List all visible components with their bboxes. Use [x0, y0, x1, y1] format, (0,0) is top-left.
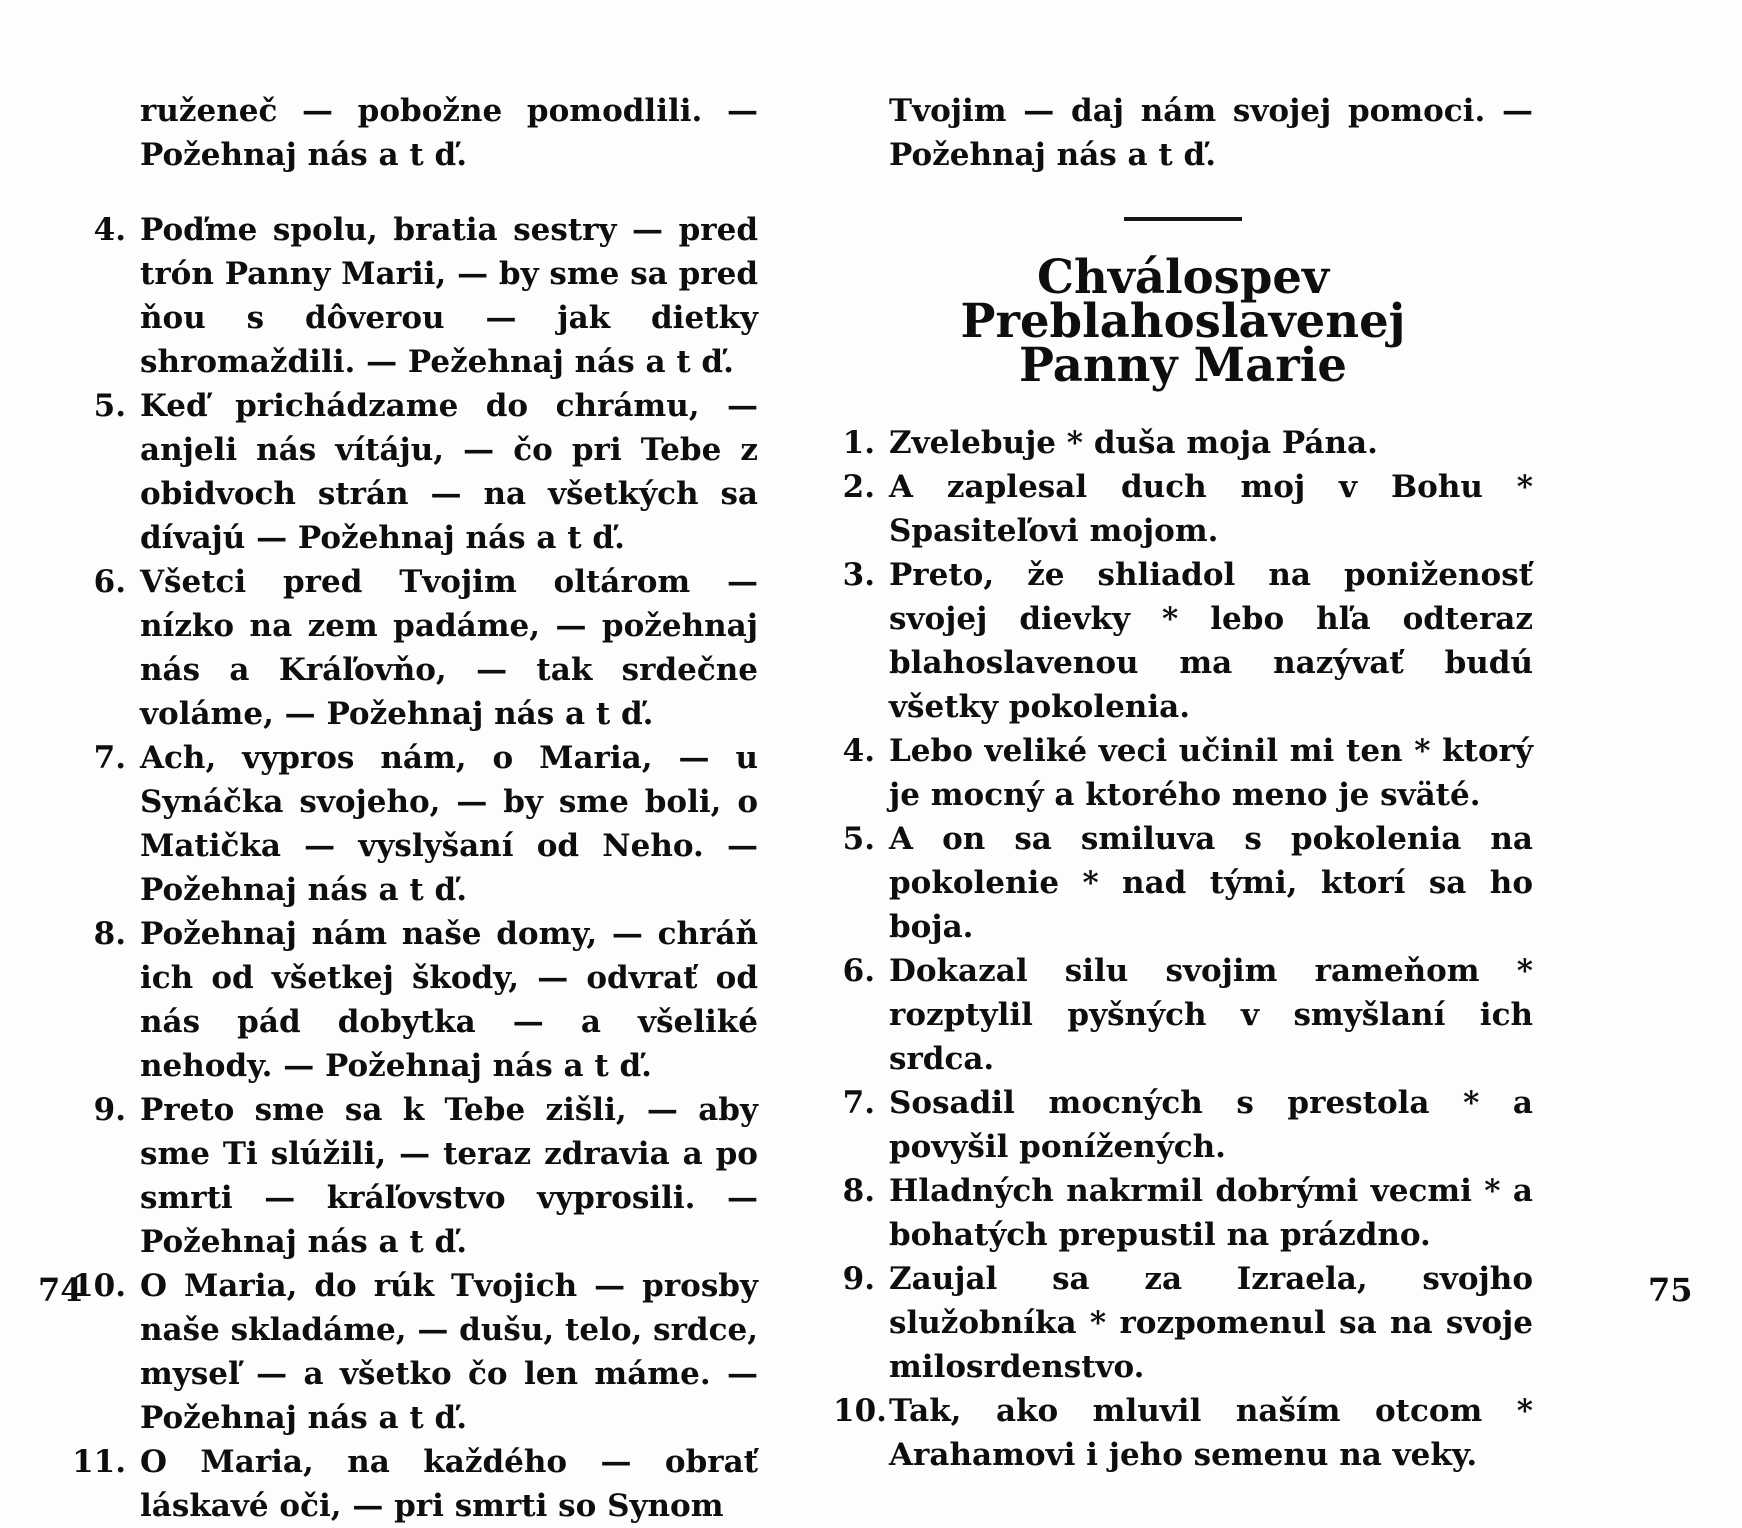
- canticle-verse: [833, 553, 1533, 729]
- verse-text: Sosadil mocných s prestola * a povyšil ponížených.: [889, 1085, 1533, 1165]
- verse-number: 1.: [842, 425, 875, 461]
- verse-text: Hladných nakrmil dobrými vecmi * a bohatých prepustil na prázdno.: [889, 1173, 1533, 1253]
- verse-text: A zaplesal duch moj v Bohu * Spasiteľovi mojom.: [889, 469, 1533, 549]
- canticle-verse: [833, 1257, 1533, 1389]
- heading-line-2: Panny Marie: [1018, 337, 1348, 392]
- page-number-right: 75: [1648, 1271, 1693, 1309]
- verse-text: Zvelebuje * duša moja Pána.: [889, 425, 1378, 461]
- verse-number: 5.: [93, 388, 126, 424]
- verse-text: Tak, ako mluvil naším otcom * Arahamovi i jeho semenu na veky.: [889, 1393, 1533, 1473]
- hymn-verse: [58, 1088, 758, 1264]
- verse-text: Zaujal sa za Izraela, svojho služobníka * rozpomenul sa na svoje milosrdenstvo.: [889, 1261, 1533, 1385]
- verse-text: Dokazal silu svojim rameňom * rozptylil pyšných v smyšlaní ich srdca.: [889, 953, 1533, 1077]
- verse-text: O Maria, do rúk Tvojich — prosby naše skladáme, — dušu, telo, srdce, myseľ — a všetko čo len máme. — Požehnaj nás a t ď.: [140, 1268, 758, 1436]
- canticle-verse: [833, 729, 1533, 817]
- verse-text: Všetci pred Tvojim oltárom — nízko na zem padáme, — požehnaj nás a Kráľovňo, — tak srdečne voláme, — Požehnaj nás a t ď.: [140, 564, 758, 732]
- verse-number: 4.: [842, 733, 875, 769]
- verse-text: Preto sme sa k Tebe zišli, — aby sme Ti slúžili, — teraz zdravia a po smrti — kráľovstvo vyprosili. — Požehnaj nás a t ď.: [140, 1092, 758, 1260]
- hymn-verse: [58, 1440, 758, 1528]
- section-divider: [1124, 217, 1242, 221]
- verse-number: 4.: [93, 212, 126, 248]
- verse-number: 10.: [72, 1268, 126, 1304]
- verse-number: 8.: [93, 916, 126, 952]
- verse-text: Poďme spolu, bratia sestry — pred trón Panny Marii, — by sme sa pred ňou s dôverou — jak dietky shromaždili. — Pežehnaj nás a t ď.: [140, 212, 758, 380]
- canticle-verse: [833, 1169, 1533, 1257]
- canticle-verse: [833, 465, 1533, 553]
- verse-number: 5.: [842, 821, 875, 857]
- verse-number: 6.: [93, 564, 126, 600]
- verse-number: 9.: [842, 1261, 875, 1297]
- hymn-verse: [58, 736, 758, 912]
- canticle-verse: [833, 421, 1533, 465]
- canticle-verse: [833, 949, 1533, 1081]
- verse-text: Požehnaj nám naše domy, — chráň ich od všetkej škody, — odvrať od nás pád dobytka — a všeliké nehody. — Požehnaj nás a t ď.: [140, 916, 758, 1084]
- verse-text: Keď prichádzame do chrámu, — anjeli nás vítáju, — čo pri Tebe z obidvoch strán — na všetkých sa dívajú — Požehnaj nás a t ď.: [140, 388, 758, 556]
- verse-number: 7.: [842, 1085, 875, 1121]
- verse-text: A on sa smiluva s pokolenia na pokolenie * nad tými, ktorí sa ho boja.: [889, 821, 1533, 945]
- hymn-verse: [58, 560, 758, 736]
- verse-text: Preto, že shliadol na poniženosť svojej dievky * lebo hľa odteraz blahoslavenou ma nazývať budú všetky pokolenia.: [889, 557, 1533, 725]
- verse-text: O Maria, na každého — obrať láskavé oči, — pri smrti so Synom: [140, 1444, 758, 1524]
- verse-number: 8.: [842, 1173, 875, 1209]
- verse-number: 6.: [842, 953, 875, 989]
- verse-number: 3.: [842, 557, 875, 593]
- hymn-verse: [58, 912, 758, 1088]
- hymn-verse: [58, 1264, 758, 1440]
- section-heading: [833, 249, 1533, 392]
- canticle-verse: [833, 1081, 1533, 1169]
- verse-number: 9.: [93, 1092, 126, 1128]
- verse-continuation: ruženeč — pobožne pomodlili. — Požehnaj nás a t ď.: [140, 93, 758, 173]
- page-left: [58, 58, 758, 1528]
- heading-line-1: Chválospev Preblahoslavenej: [960, 249, 1406, 348]
- verse-number: 2.: [842, 469, 875, 505]
- verse-text: Ach, vypros nám, o Maria, — u Synáčka svojeho, — by sme boli, o Matička — vyslyšaní od Neho. — Požehnaj nás a t ď.: [140, 740, 758, 908]
- verse-number: 10.: [833, 1393, 887, 1429]
- verse-number: 11.: [72, 1444, 126, 1480]
- canticle-verse: [833, 817, 1533, 949]
- verse-continuation: Tvojim — daj nám svojej pomoci. — Požehnaj nás a t ď.: [889, 93, 1533, 173]
- verse-number: 7.: [93, 740, 126, 776]
- hymn-verse: [58, 208, 758, 384]
- hymn-verse: [58, 384, 758, 560]
- verse-text: Lebo veliké veci učinil mi ten * ktorý je mocný a ktorého meno je sväté.: [889, 733, 1533, 813]
- canticle-verse: [833, 1389, 1533, 1477]
- page-right: [833, 58, 1533, 1477]
- page-number-left: 74: [38, 1271, 83, 1309]
